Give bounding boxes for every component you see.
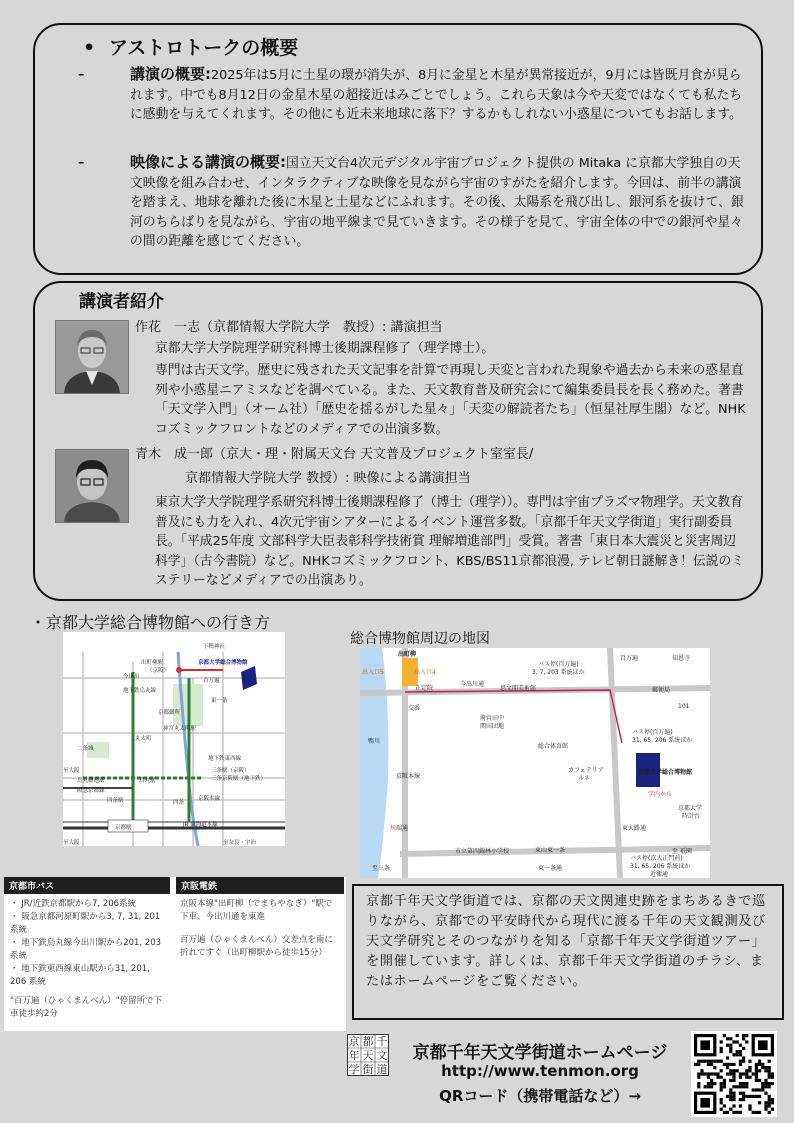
- svg-text:烏丸御池駅: 烏丸御池駅: [77, 778, 105, 784]
- svg-text:烏丸駅: 烏丸駅: [139, 778, 156, 784]
- svg-text:出入口5: 出入口5: [362, 669, 384, 676]
- svg-text:バス停(百万遍): バス停(百万遍): [632, 729, 673, 736]
- bus-row: ・ 地下鉄東西線東山駅から31, 201, 206 系統: [10, 964, 150, 987]
- logo-char: 天: [362, 1049, 374, 1062]
- svg-text:東一条通: 東一条通: [538, 865, 563, 872]
- area-map: [360, 648, 710, 878]
- svg-text:東大路通: 東大路通: [622, 825, 647, 832]
- bus-row: ・ 阪急京都河原町駅から3, 7, 31, 201 系統: [10, 912, 161, 935]
- svg-text:四条: 四条: [173, 800, 185, 806]
- logo-char: 文: [376, 1049, 388, 1062]
- svg-text:バス停(京大正門前): バス停(京大正門前): [630, 855, 683, 862]
- overview-title: [83, 33, 298, 60]
- svg-text:（京阪）: （京阪）: [147, 668, 170, 674]
- svg-text:京阪本線: 京阪本線: [198, 796, 221, 802]
- svg-text:101: 101: [678, 703, 690, 710]
- bus-column: [4, 877, 170, 1021]
- tour-info-text: 京都千年天文学街道では、京都の天文関連史跡をまちあるきで巡りながら、京都での平安時代から現代に渡る千年の天文観測及び天文学研究とそのつながりを知る「京都千年天文学街道ツアー」を開催しています。詳しくは、京都千年天文学街道のチラシ、またはホームページをご覧ください。: [366, 894, 766, 989]
- bus-row: ・ 地下鉄烏丸線今出川駅から201, 203 系統: [10, 938, 162, 961]
- dash-marker: –: [78, 155, 85, 170]
- lecture-label: 講演の概要:: [130, 65, 211, 83]
- svg-text:東一条: 東一条: [211, 698, 228, 704]
- svg-text:至奈良・宇治: 至奈良・宇治: [223, 840, 257, 846]
- svg-text:三条京阪駅（地下鉄）: 三条京阪駅（地下鉄）: [211, 776, 267, 782]
- svg-text:至大阪: 至大阪: [63, 768, 80, 774]
- homepage-url[interactable]: http://www.tenmon.org: [441, 1062, 639, 1080]
- access-title: ・京都大学総合博物館への行き方: [30, 613, 271, 632]
- speaker1-photo: [55, 320, 129, 394]
- keihan-row: 京阪本線"出町柳（でまちやなぎ）"駅で下車、今出川通を東進: [180, 899, 333, 922]
- svg-text:京阪本線: 京阪本線: [396, 773, 421, 780]
- svg-text:地下鉄烏丸線: 地下鉄烏丸線: [123, 688, 157, 694]
- svg-text:交番: 交番: [408, 705, 421, 712]
- svg-text:京都大学総合博物館: 京都大学総合博物館: [638, 769, 693, 776]
- svg-text:三条駅（京阪）: 三条駅（京阪）: [211, 768, 250, 774]
- svg-text:京都御所: 京都御所: [158, 710, 181, 716]
- dash-marker: –: [78, 67, 85, 82]
- overview-box: [33, 23, 763, 275]
- lecture-text: 2025年は5月に土星の環が消失が、8月に金星と木星が異常接近が，9月には皆既月食が見られます。中でも8月12日の金星木星の超接近はみごとでしょう。これら天象は今や天変ではなくても私たちに感動を与えてくれます。その他にも近未来地球に落下？するかもしれない小惑星についてもお話します。: [130, 68, 743, 122]
- svg-text:出町柳駅: 出町柳駅: [141, 660, 164, 666]
- svg-text:鴨川: 鴨川: [368, 738, 381, 745]
- svg-text:四条駅: 四条駅: [107, 798, 124, 804]
- route-map: [63, 632, 285, 846]
- logo-char: 街: [362, 1063, 374, 1076]
- keihan-row: 百万遍（ひゃくまんべん）交差点を南に折れてすぐ（出町柳駅から徒歩15分）: [180, 935, 333, 958]
- speaker1-name: 作花 一志（京都情報大学院大学 教授）: 講演担当: [135, 320, 443, 335]
- svg-text:府営田中: 府営田中: [480, 715, 505, 722]
- svg-text:バス停(百万遍): バス停(百万遍): [538, 661, 579, 668]
- svg-text:至 祇園: 至 祇園: [672, 848, 692, 855]
- svg-text:思文閣美術館: 思文閣美術館: [500, 685, 537, 692]
- speakers-title: 講演者紹介: [79, 292, 164, 312]
- speakers-box: [33, 281, 763, 601]
- overview-title-text: アストロトークの概要: [109, 37, 299, 59]
- svg-text:郵便局: 郵便局: [652, 687, 671, 694]
- speaker1-career: 京都大学大学院理学研究科博士後期課程修了（理学博士）。: [155, 341, 495, 356]
- speaker2-photo: [55, 449, 129, 523]
- svg-text:31, 65, 206 系統ほか: 31, 65, 206 系統ほか: [632, 737, 693, 744]
- svg-text:至大阪: 至大阪: [63, 840, 80, 846]
- keihan-header: 京阪電鉄: [176, 877, 344, 894]
- bus-note: "百万遍（ひゃくまんべん）"停留所で下車徒歩約2分: [10, 996, 163, 1019]
- svg-text:二条城: 二条城: [77, 746, 94, 752]
- video-label: 映像による講演の概要:: [130, 153, 286, 171]
- map-title: 総合博物館周辺の地図: [350, 631, 490, 647]
- svg-text:至三条: 至三条: [372, 865, 391, 872]
- qr-label: QRコード（携帯電話など）→: [439, 1087, 641, 1105]
- video-summary: [78, 153, 747, 252]
- svg-text:東山東一条: 東山東一条: [535, 847, 566, 854]
- svg-text:31, 65, 206 系統ほか: 31, 65, 206 系統ほか: [630, 863, 691, 870]
- speaker2-name: 青木 成一郎（京大・理・附属天文台 天文普及プロジェクト室室長/: [135, 447, 534, 462]
- svg-text:時計台: 時計台: [682, 813, 701, 820]
- svg-text:川端通: 川端通: [390, 825, 409, 832]
- keihan-column: [176, 877, 344, 960]
- video-text: 国立天文台4次元デジタル宇宙プロジェクト提供の Mitaka に京都大学独自の天文映像を組み合わせ、インタラクティブな映像を見ながら宇宙のすがたを紹介します。今回は、前半の講演を踏まえ、地球を離れた後に木星と土星などにふれます。その後、太陽系を飛び出し、銀河系を抜けて、銀河のちらばりを見ながら、宇宙の地平線まで見ていきます。その様子を見て、宇宙全体の中での銀河や星々の間の距離を感じてください。: [130, 156, 744, 249]
- svg-text:学内から: 学内から: [648, 791, 673, 798]
- logo-char: 学: [348, 1063, 360, 1076]
- svg-text:京都大学: 京都大学: [678, 805, 703, 812]
- homepage-title: 京都千年天文学街道ホームページ: [412, 1043, 668, 1063]
- svg-text:関田団地: 関田団地: [480, 723, 505, 730]
- lecture-summary: [78, 65, 747, 125]
- logo-char: 千: [376, 1035, 388, 1048]
- svg-text:百万遍: 百万遍: [203, 678, 220, 684]
- speaker2-bio: 東京大学大学院理学系研究科博士後期課程修了（博士（理学））。専門は宇宙プラズマ物理学。天文教育普及にも力を入れ、4次元宇宙シアターによるイベント運営多数。「京都千年天文学街道」実行副委員長。「平成25年度 文部科学大臣表彰科学技術賞 理解増進部門」受賞。著書「東日本大震災と災害周辺科学」（古今書院）など。NHKコズミックフロント、KBS/BS11京都浪漫, テレビ朝日謎解き！伝説のミステリーなどメディアでの出演あり。: [155, 495, 745, 588]
- svg-text:百万遍: 百万遍: [620, 655, 639, 662]
- svg-text:今出川: 今出川: [123, 674, 140, 680]
- bus-row: ・ JR/近鉄京都駅から7, 206系統: [10, 899, 137, 909]
- svg-text:丸太町: 丸太町: [135, 736, 152, 742]
- logo-char: 都: [362, 1035, 374, 1048]
- bus-header: 京都市バス: [4, 877, 170, 894]
- svg-text:神宮丸太町駅: 神宮丸太町駅: [163, 726, 197, 732]
- tenmon-logo: [347, 1034, 389, 1076]
- svg-text:近衛通: 近衛通: [650, 871, 669, 878]
- bullet: •: [83, 37, 96, 59]
- logo-char: 年: [348, 1049, 360, 1062]
- logo-char: 道: [376, 1063, 388, 1076]
- svg-text:知恩寺: 知恩寺: [672, 655, 691, 662]
- svg-text:正定院: 正定院: [415, 685, 434, 692]
- svg-text:出入口4: 出入口4: [414, 669, 436, 676]
- svg-text:今出川通: 今出川通: [460, 681, 485, 688]
- svg-text:ルネ: ルネ: [578, 775, 590, 782]
- speaker2-affiliation: 京都情報大学院大学 教授）: 映像による講演担当: [185, 471, 471, 486]
- svg-text:京都駅: 京都駅: [115, 825, 132, 831]
- svg-text:市立第四錦林小学校: 市立第四錦林小学校: [455, 848, 510, 855]
- svg-text:京都大学総合博物館: 京都大学総合博物館: [198, 660, 248, 666]
- svg-text:下鴨神社: 下鴨神社: [203, 644, 226, 650]
- qr-code[interactable]: [691, 1031, 777, 1117]
- speaker1-bio: 専門は古天文学。歴史に残された天文記事を計算で再現し天変と言われた現象や過去から未来の惑星直列や小惑星ニアミスなどを調べている。また、天文教育普及研究会にて編集委員長を長く務めた。著書「天文学入門」（オーム社）「歴史を揺るがした星々」「天変の解読者たち」（恒星社厚生閣）など。NHKコズミックフロントなどのメディアでの出演多数。: [155, 363, 746, 437]
- tour-info-box: [352, 884, 784, 1020]
- svg-text:阪急京都線: 阪急京都線: [77, 788, 105, 794]
- logo-char: 京: [348, 1035, 360, 1048]
- svg-text:3, 7, 203 系統ほか: 3, 7, 203 系統ほか: [532, 669, 585, 676]
- svg-text:カフェテリア: カフェテリア: [568, 767, 604, 774]
- transport-info: [4, 877, 346, 1031]
- svg-text:総合体育館: 総合体育館: [538, 743, 569, 750]
- svg-text:出町柳: 出町柳: [398, 651, 417, 658]
- svg-text:JR 東海道本線: JR 東海道本線: [183, 822, 218, 828]
- svg-text:地下鉄東西線: 地下鉄東西線: [208, 756, 242, 762]
